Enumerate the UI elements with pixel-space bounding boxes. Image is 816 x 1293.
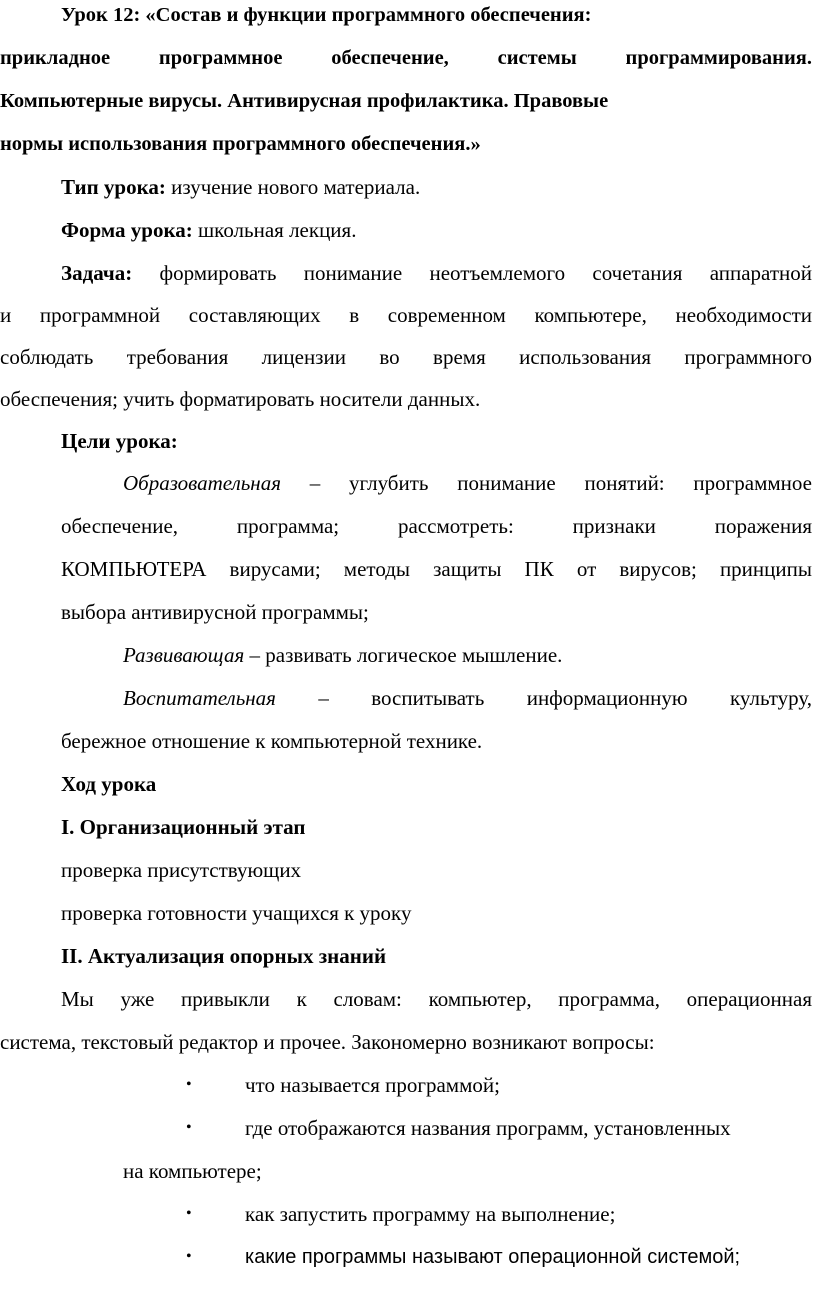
goal-educational-line-2: обеспечение, программа; рассмотреть: признаки поражения — [61, 514, 812, 538]
stage-2-heading-text: II. Актуализация опорных знаний — [61, 944, 387, 968]
task-line-2: и программной составляющих в современном компьютере, необходимости — [0, 303, 812, 327]
goal-educational-line-3: КОМПЬЮТЕРА вирусами; методы защиты ПК от вирусов; принципы — [61, 557, 812, 581]
stage-2-paragraph-line-1: Мы уже привыкли к словам: компьютер, программа, операционная — [61, 987, 812, 1011]
bullet-item-2-continued: на компьютере; — [123, 1159, 262, 1183]
bullet-item-1: что называется программой; — [245, 1073, 500, 1097]
goal-upbringing-line-2: бережное отношение к компьютерной технике. — [61, 729, 483, 753]
lesson-form — [61, 217, 356, 243]
bullet-item-4: какие программы называют операционной системой; — [245, 1246, 741, 1268]
task-text-1: формировать понимание неотъемлемого сочетания аппаратной — [132, 261, 812, 285]
stage-1-item-2: проверка готовности учащихся к уроку — [61, 901, 412, 925]
lesson-type-label: Тип урока: — [61, 175, 166, 199]
lesson-type-value: изучение нового материала. — [165, 175, 421, 199]
goal-developing-label: Развивающая — [123, 643, 245, 667]
bullet-icon: • — [186, 1205, 192, 1222]
goals-heading — [61, 428, 178, 454]
task-label: Задача: — [61, 261, 133, 285]
goal-educational-line-1 — [123, 470, 812, 496]
course-heading — [61, 771, 156, 797]
task-line-3: соблюдать требования лицензии во время использования программного — [0, 345, 812, 369]
stage-1-heading — [61, 814, 305, 840]
task-line-1 — [61, 260, 812, 286]
goal-developing — [123, 642, 562, 668]
goal-educational-line-4: выбора антивирусной программы; — [61, 600, 369, 624]
lesson-title-line-3: Компьютерные вирусы. Антивирусная профилактика. Правовые — [0, 90, 609, 112]
goal-developing-text: – развивать логическое мышление. — [244, 643, 563, 667]
stage-2-heading — [61, 943, 386, 969]
bullet-item-2: где отображаются названия программ, установленных — [245, 1116, 731, 1140]
goal-upbringing-line-1 — [123, 685, 812, 711]
lesson-title-line-2: прикладное программное обеспечение, системы программирования. — [0, 47, 812, 69]
stage-2-paragraph-line-2: система, текстовый редактор и прочее. Закономерно возникают вопросы: — [0, 1030, 655, 1054]
lesson-form-label: Форма урока: — [61, 218, 193, 242]
goal-upbringing-label: Воспитательная — [123, 686, 276, 710]
stage-1-item-1: проверка присутствующих — [61, 858, 302, 882]
lesson-title-line-4: нормы использования программного обеспечения.» — [0, 133, 481, 155]
bullet-icon: • — [186, 1248, 192, 1265]
bullet-icon: • — [186, 1076, 192, 1093]
bullet-item-3: как запустить программу на выполнение; — [245, 1202, 616, 1226]
bullet-icon: • — [186, 1119, 192, 1136]
course-heading-text: Ход урока — [61, 772, 157, 796]
goal-upbringing-text-1: – воспитывать информационную культуру, — [275, 686, 812, 710]
goal-educational-label: Образовательная — [123, 471, 281, 495]
task-line-4: обеспечения; учить форматировать носители данных. — [0, 387, 481, 411]
goals-heading-text: Цели урока: — [61, 429, 178, 453]
lesson-type — [61, 174, 420, 200]
lesson-title-line-1: Урок 12: «Состав и функции программного обеспечения: — [61, 4, 592, 26]
goal-educational-text-1: – углубить понимание понятий: программное — [280, 471, 812, 495]
stage-1-heading-text: I. Организационный этап — [61, 815, 306, 839]
lesson-form-value: школьная лекция. — [192, 218, 357, 242]
